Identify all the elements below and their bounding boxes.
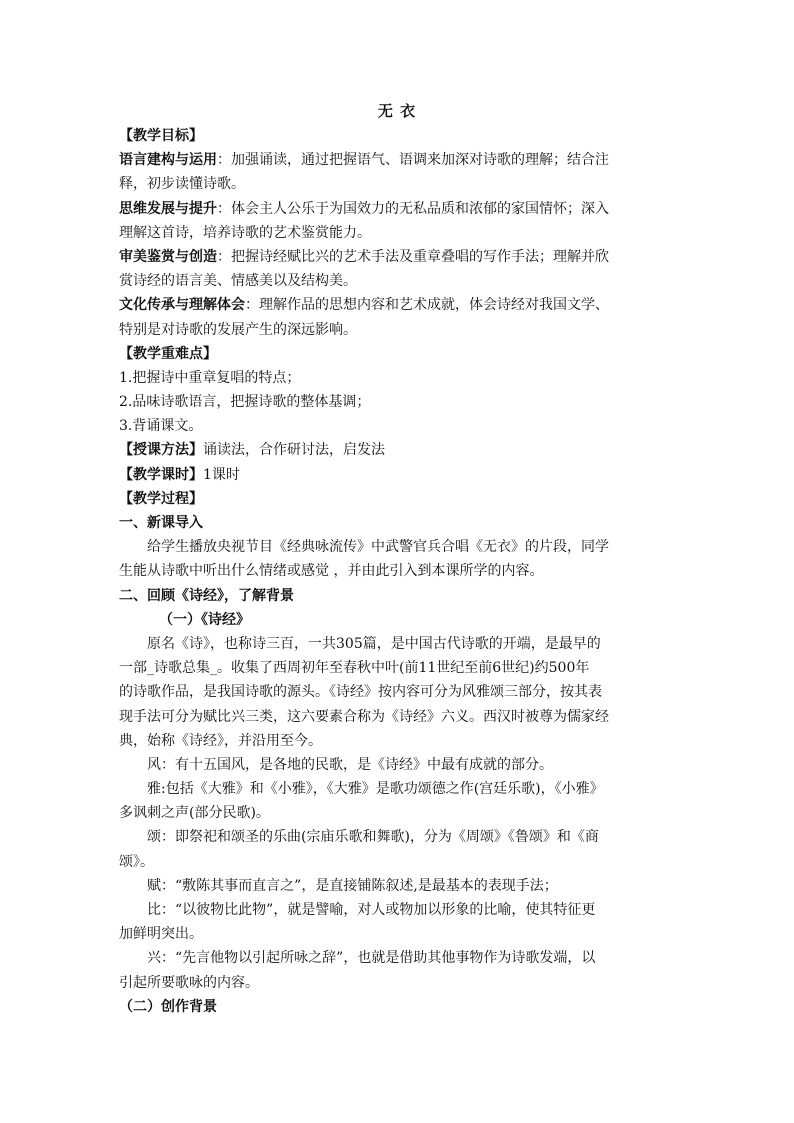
goal-thinking-cont: 理解这首诗，培养诗歌的艺术鉴赏能力。 [119, 224, 371, 241]
goal-aesthetic-cont: 赏诗经的语言美、情感美以及结构美。 [119, 273, 357, 290]
section-heading-keypoints: 【教学重难点】 [119, 345, 217, 362]
step-heading-review: 二、回顾《诗经》，了解背景 [119, 587, 294, 604]
xing-definition: 兴：“先言他物以引起所咏之辞”，也就是借助其他事物作为诗歌发端，以 [147, 950, 596, 967]
goal-language-text: ：加强诵读，通过把握语气、语调来加深对诗歌的理解；结合注 [217, 152, 609, 169]
teaching-hours [119, 463, 675, 487]
goal-thinking [119, 197, 675, 221]
goal-aesthetic-text: ：把握诗经赋比兴的艺术手法及重章叠唱的写作手法；理解并欣 [217, 248, 609, 265]
bi-definition: 比：“以彼物比此物”，就是譬喻，对人或物加以形象的比喻，使其特征更 [147, 902, 596, 918]
song-definition-cont: 颂》。 [119, 853, 154, 870]
goal-thinking-label: 思维发展与提升 [119, 200, 217, 217]
goal-culture-text: ：理解作品的思想内容和艺术成就，体会诗经对我国文学、 [245, 297, 609, 314]
goal-language [119, 148, 675, 172]
section-heading-goals: 【教学目标】 [119, 128, 203, 144]
section-heading-process: 【教学过程】 [119, 490, 203, 507]
teaching-hours-label: 【教学课时】 [119, 466, 203, 483]
shijing-paragraph-cont: 现手法可分为赋比兴三类，这六要素合称为《诗经》六义。西汉时被尊为儒家经 [119, 708, 609, 725]
song-definition: 颂：即祭祀和颂圣的乐曲(宗庙乐歌和舞歌)，分为《周颂》《鲁颂》和《商 [147, 829, 599, 846]
teaching-hours-text: 1课时 [203, 466, 240, 483]
goal-language-cont: 释，初步读懂诗歌。 [119, 176, 245, 193]
keypoint-item: 1.把握诗中重章复唱的特点； [119, 369, 301, 386]
feng-definition: 风：有十五国风，是各地的民歌，是《诗经》中最有成就的部分。 [147, 756, 553, 773]
teaching-method-text: 诵读法，合作研讨法，启发法 [203, 442, 385, 459]
subheading-background: （二）创作背景 [119, 998, 217, 1015]
step-heading-intro: 一、新课导入 [119, 515, 203, 531]
xing-definition-cont: 引起所要歌咏的内容。 [119, 974, 259, 991]
shijing-paragraph-cont: 一部_诗歌总集_。收集了西周初年至春秋中叶(前11世纪至前6世纪)约500年 [119, 660, 590, 677]
ya-definition: 雅:包括《大雅》和《小雅》，《大雅》是歌功颂德之作(宫廷乐歌)，《小雅》 [147, 781, 604, 798]
teaching-method [119, 438, 675, 462]
goal-thinking-text: ：体会主人公乐于为国效力的无私品质和浓郁的家国情怀；深入 [217, 200, 609, 217]
fu-definition: 赋：“敷陈其事而直言之”，是直接铺陈叙述,是最基本的表现手法； [147, 877, 558, 894]
goal-language-label: 语言建构与运用 [119, 152, 217, 169]
goal-aesthetic-label: 审美鉴赏与创造 [119, 248, 217, 265]
goal-aesthetic [119, 245, 675, 269]
teaching-method-label: 【授课方法】 [119, 442, 203, 459]
goal-culture-cont: 特别是对诗歌的发展产生的深远影响。 [119, 321, 357, 338]
document-body [119, 98, 675, 1019]
shijing-paragraph: 原名《诗》，也称诗三百，一共305篇，是中国古代诗歌的开端，是最早的 [147, 635, 601, 652]
shijing-paragraph-cont: 的诗歌作品，是我国诗歌的源头。《诗经》按内容可分为风雅颂三部分，按其表 [119, 684, 602, 701]
ya-definition-cont: 多讽刺之声(部分民歌)。 [119, 805, 270, 822]
keypoint-item: 3.背诵课文。 [119, 418, 203, 435]
goal-culture [119, 293, 675, 317]
subheading-shijing: （一）《诗经》 [159, 611, 250, 628]
intro-paragraph-cont: 生能从诗歌中听出什么情绪或感觉 ，并由此引入到本课所学的内容。 [119, 563, 544, 580]
bi-definition-cont: 加鲜明突出。 [119, 926, 203, 943]
intro-paragraph: 给学生播放央视节目《经典咏流传》中武警官兵合唱《无衣》的片段，同学 [147, 539, 609, 556]
shijing-paragraph-cont: 典，始称《诗经》，并沿用至今。 [119, 732, 322, 749]
goal-culture-label: 文化传承与理解体会 [119, 297, 245, 314]
keypoint-item: 2.品味诗歌语言，把握诗歌的整体基调； [119, 394, 371, 411]
page-title: 无 衣 [377, 102, 417, 120]
